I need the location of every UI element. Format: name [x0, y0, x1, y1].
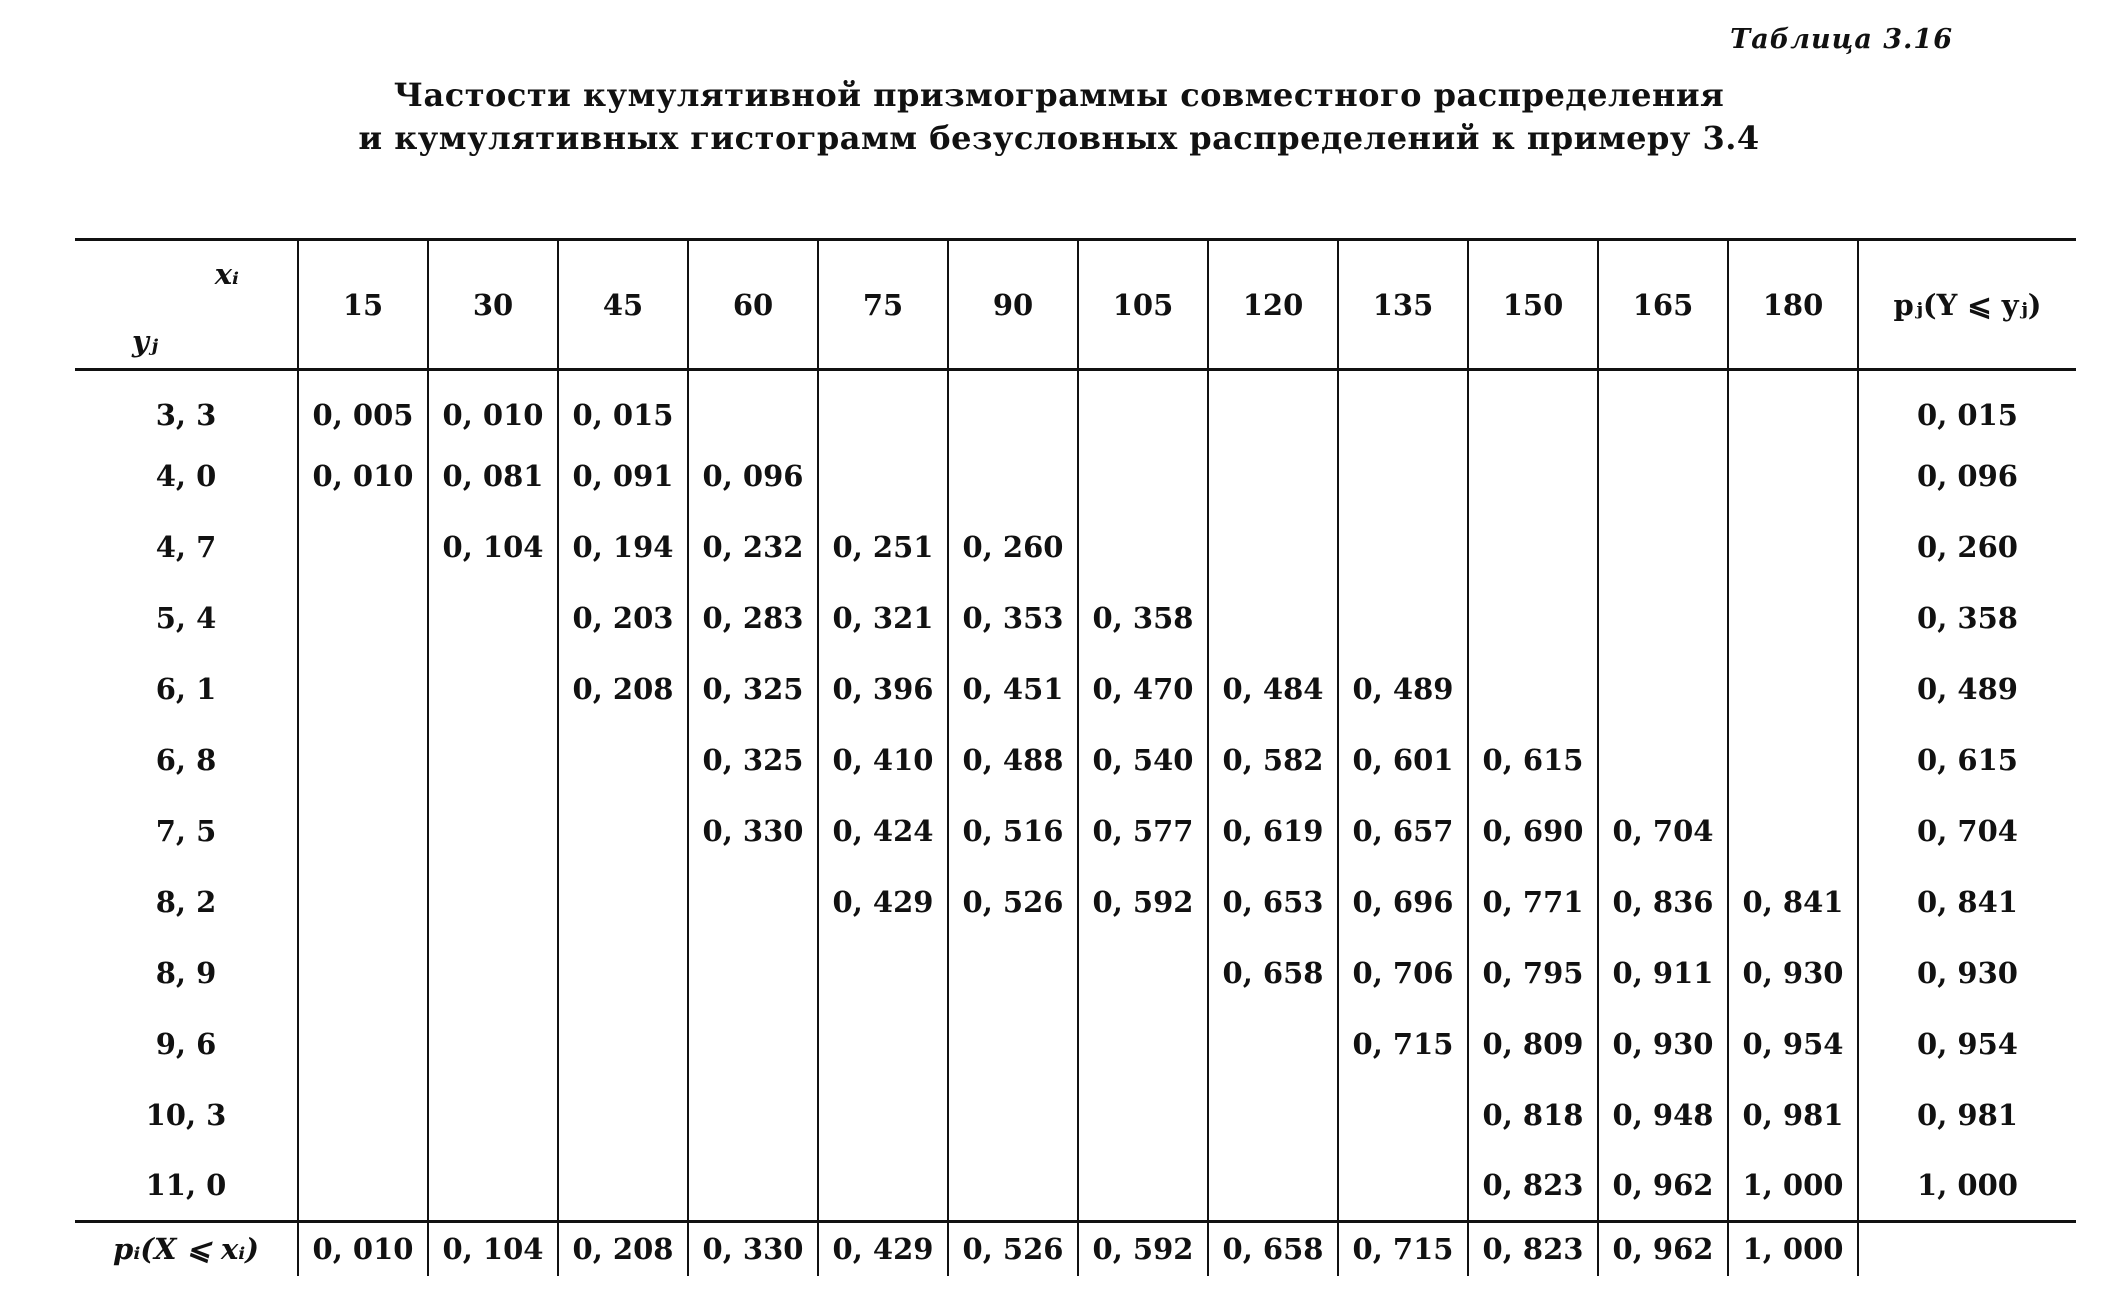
cumulative-frequency-table — [75, 238, 2076, 1276]
table-cell: 0, 577 — [1078, 796, 1208, 867]
table-cell: 0, 484 — [1208, 654, 1338, 725]
marginal-x-value: 0, 592 — [1078, 1222, 1208, 1276]
table-cell: 0, 203 — [558, 583, 688, 654]
marginal-y-value: 0, 489 — [1917, 672, 2018, 706]
column-header: 165 — [1598, 240, 1728, 370]
table-cell — [1208, 441, 1338, 512]
table-cell: 0, 704 — [1598, 796, 1728, 867]
table-cell — [1338, 370, 1468, 441]
marginal-x-value: 0, 010 — [298, 1222, 428, 1276]
table-cell — [948, 1080, 1078, 1151]
table-cell — [688, 938, 818, 1009]
table-cell: 0, 429 — [818, 867, 948, 938]
marginal-x-value: 0, 104 — [428, 1222, 558, 1276]
table-cell — [1468, 654, 1598, 725]
table-cell — [558, 867, 688, 938]
marginal-y-value: 0, 015 — [1917, 397, 2018, 432]
row-y-value: 3, 3 — [75, 370, 298, 441]
table-cell — [558, 1151, 688, 1222]
table-cell — [298, 1080, 428, 1151]
table-cell: 0, 619 — [1208, 796, 1338, 867]
table-cell: 0, 841 — [1728, 867, 1858, 938]
table-cell: 0, 615 — [1468, 725, 1598, 796]
table-cell — [948, 370, 1078, 441]
table-cell: 0, 330 — [688, 796, 818, 867]
x-axis-label: xᵢ — [214, 257, 239, 291]
table-row — [75, 725, 2076, 796]
table-cell — [558, 1080, 688, 1151]
table-cell — [1078, 512, 1208, 583]
table-cell: 0, 091 — [558, 441, 688, 512]
table-cell — [298, 583, 428, 654]
table-cell — [948, 441, 1078, 512]
row-y-value: 10, 3 — [75, 1080, 298, 1151]
table-row — [75, 867, 2076, 938]
column-header: 180 — [1728, 240, 1858, 370]
table-cell — [1078, 441, 1208, 512]
table-cell — [1468, 370, 1598, 441]
table-cell — [1598, 654, 1728, 725]
table-cell: 0, 771 — [1468, 867, 1598, 938]
table-cell: 0, 715 — [1338, 1009, 1468, 1080]
footer-empty-cell — [1858, 1222, 2076, 1276]
marginal-y-value: 0, 981 — [1917, 1098, 2018, 1132]
table-body — [75, 370, 2076, 1222]
table-cell: 0, 410 — [818, 725, 948, 796]
marginal-x-value: 0, 526 — [948, 1222, 1078, 1276]
table-cell — [1598, 512, 1728, 583]
table-cell: 1, 000 — [1728, 1151, 1858, 1222]
table-row — [75, 654, 2076, 725]
table-cell — [298, 725, 428, 796]
table-cell: 0, 516 — [948, 796, 1078, 867]
table-cell — [558, 1009, 688, 1080]
table-cell: 0, 930 — [1598, 1009, 1728, 1080]
table-cell — [428, 1080, 558, 1151]
table-cell — [688, 370, 818, 441]
table-row — [75, 441, 2076, 512]
table-cell — [1598, 370, 1728, 441]
row-y-value: 4, 0 — [75, 441, 298, 512]
table-cell — [688, 867, 818, 938]
table-cell — [428, 938, 558, 1009]
table-cell: 0, 981 — [1728, 1080, 1858, 1151]
y-axis-label: yⱼ — [132, 324, 158, 358]
table-cell — [558, 938, 688, 1009]
table-cell: 0, 696 — [1338, 867, 1468, 938]
table-cell: 0, 396 — [818, 654, 948, 725]
table-cell: 0, 325 — [688, 654, 818, 725]
marginal-y-value: 1, 000 — [1917, 1168, 2018, 1203]
column-header: 45 — [558, 240, 688, 370]
table-cell — [428, 1009, 558, 1080]
column-header: 90 — [948, 240, 1078, 370]
table-cell — [1338, 512, 1468, 583]
table-cell — [1728, 583, 1858, 654]
table-cell — [688, 1009, 818, 1080]
table-cell — [1598, 583, 1728, 654]
marginal-x-value: 0, 715 — [1338, 1222, 1468, 1276]
marginal-y-value: 0, 841 — [1917, 885, 2018, 919]
table-cell: 0, 911 — [1598, 938, 1728, 1009]
table-row — [75, 796, 2076, 867]
row-y-value: 6, 1 — [75, 654, 298, 725]
table-cell: 0, 451 — [948, 654, 1078, 725]
marginal-y-value: 0, 260 — [1917, 530, 2018, 564]
table-cell — [1208, 512, 1338, 583]
table-cell: 0, 194 — [558, 512, 688, 583]
table-cell — [298, 796, 428, 867]
table-cell — [818, 1009, 948, 1080]
header-corner — [75, 240, 298, 370]
row-y-value: 8, 9 — [75, 938, 298, 1009]
table-cell — [1078, 370, 1208, 441]
table-cell: 0, 488 — [948, 725, 1078, 796]
marginal-x-value: 0, 330 — [688, 1222, 818, 1276]
table-cell: 0, 424 — [818, 796, 948, 867]
table-cell — [1598, 441, 1728, 512]
table-cell — [688, 1080, 818, 1151]
table-cell: 0, 096 — [688, 441, 818, 512]
table-cell: 0, 260 — [948, 512, 1078, 583]
table-cell — [1468, 441, 1598, 512]
marginal-y-value: 0, 615 — [1917, 743, 2018, 777]
table-cell: 0, 954 — [1728, 1009, 1858, 1080]
table-cell — [428, 583, 558, 654]
table-cell — [558, 796, 688, 867]
table-cell — [1728, 370, 1858, 441]
table-cell — [1078, 1009, 1208, 1080]
table-cell — [298, 938, 428, 1009]
table-cell — [1338, 441, 1468, 512]
column-header: 15 — [298, 240, 428, 370]
table-cell: 0, 104 — [428, 512, 558, 583]
table-cell: 0, 358 — [1078, 583, 1208, 654]
marginal-x-value: 0, 823 — [1468, 1222, 1598, 1276]
table-cell — [558, 725, 688, 796]
table-cell: 0, 010 — [428, 370, 558, 441]
table-cell: 0, 489 — [1338, 654, 1468, 725]
table-cell — [1078, 1080, 1208, 1151]
column-header: 135 — [1338, 240, 1468, 370]
marginal-y-value: 0, 930 — [1917, 956, 2018, 990]
row-y-value: 6, 8 — [75, 725, 298, 796]
table-cell: 0, 690 — [1468, 796, 1598, 867]
table-cell: 0, 809 — [1468, 1009, 1598, 1080]
table-cell — [1338, 1151, 1468, 1222]
table-cell — [1208, 1151, 1338, 1222]
table-cell — [1078, 938, 1208, 1009]
table-cell — [298, 654, 428, 725]
table-cell — [1728, 512, 1858, 583]
table-cell: 0, 962 — [1598, 1151, 1728, 1222]
title-line-1: Частости кумулятивной призмограммы совместного распределения — [393, 76, 1725, 114]
row-y-value: 9, 6 — [75, 1009, 298, 1080]
table-cell: 0, 015 — [558, 370, 688, 441]
table-row — [75, 1009, 2076, 1080]
table-cell: 0, 948 — [1598, 1080, 1728, 1151]
table-cell: 0, 325 — [688, 725, 818, 796]
table-row — [75, 938, 2076, 1009]
table-cell — [298, 867, 428, 938]
marginal-x-value: 0, 429 — [818, 1222, 948, 1276]
row-y-value: 4, 7 — [75, 512, 298, 583]
table-cell — [1468, 512, 1598, 583]
table-title — [0, 74, 2118, 160]
marginal-x-value: 0, 658 — [1208, 1222, 1338, 1276]
table-cell — [1208, 1080, 1338, 1151]
column-header: 120 — [1208, 240, 1338, 370]
table-cell — [818, 370, 948, 441]
table-cell — [948, 1009, 1078, 1080]
table-cell — [428, 654, 558, 725]
table-cell — [1078, 1151, 1208, 1222]
row-y-value: 11, 0 — [75, 1151, 298, 1222]
row-y-value: 5, 4 — [75, 583, 298, 654]
table-cell: 0, 706 — [1338, 938, 1468, 1009]
table-cell: 0, 592 — [1078, 867, 1208, 938]
table-cell — [818, 1080, 948, 1151]
table-cell: 0, 526 — [948, 867, 1078, 938]
table-cell — [428, 725, 558, 796]
header-row — [75, 240, 2076, 370]
row-y-value: 8, 2 — [75, 867, 298, 938]
table-cell — [1728, 725, 1858, 796]
table-row — [75, 370, 2076, 441]
table-cell — [428, 1151, 558, 1222]
table-cell — [1468, 583, 1598, 654]
table-cell: 0, 540 — [1078, 725, 1208, 796]
marginal-y-value: 0, 358 — [1917, 601, 2018, 635]
table-cell — [298, 512, 428, 583]
table-cell: 0, 232 — [688, 512, 818, 583]
table-cell — [1728, 796, 1858, 867]
table-cell: 0, 081 — [428, 441, 558, 512]
table-cell: 0, 470 — [1078, 654, 1208, 725]
table-cell: 0, 836 — [1598, 867, 1728, 938]
table-row — [75, 512, 2076, 583]
column-header: 75 — [818, 240, 948, 370]
footer-label: pᵢ(X ⩽ xᵢ) — [75, 1222, 298, 1276]
marginal-y-value: 0, 954 — [1917, 1027, 2018, 1061]
table-cell: 0, 005 — [298, 370, 428, 441]
table-cell: 0, 657 — [1338, 796, 1468, 867]
table-number: Таблица 3.16 — [1730, 24, 1953, 55]
table-cell: 0, 658 — [1208, 938, 1338, 1009]
marginal-x-value: 0, 962 — [1598, 1222, 1728, 1276]
table-cell: 0, 208 — [558, 654, 688, 725]
table-cell — [1728, 441, 1858, 512]
table-cell: 0, 251 — [818, 512, 948, 583]
table-cell — [1728, 654, 1858, 725]
table-cell: 0, 010 — [298, 441, 428, 512]
table-cell — [428, 796, 558, 867]
table-row — [75, 1151, 2076, 1222]
row-y-value: 7, 5 — [75, 796, 298, 867]
table-row — [75, 583, 2076, 654]
table-cell — [1598, 725, 1728, 796]
table-cell: 0, 601 — [1338, 725, 1468, 796]
marginal-y-header: pⱼ(Y ⩽ yⱼ) — [1858, 240, 2076, 370]
table-cell: 0, 818 — [1468, 1080, 1598, 1151]
table-cell — [298, 1151, 428, 1222]
column-header: 60 — [688, 240, 818, 370]
table-cell: 0, 653 — [1208, 867, 1338, 938]
table-cell: 0, 795 — [1468, 938, 1598, 1009]
column-header: 105 — [1078, 240, 1208, 370]
table-cell: 0, 823 — [1468, 1151, 1598, 1222]
footer-row — [75, 1222, 2076, 1276]
table-cell — [1208, 370, 1338, 441]
table-cell — [428, 867, 558, 938]
title-line-2: и кумулятивных гистограмм безусловных распределений к примеру 3.4 — [358, 119, 1760, 157]
table-row — [75, 1080, 2076, 1151]
table-cell — [1208, 583, 1338, 654]
table-cell: 0, 582 — [1208, 725, 1338, 796]
table-cell — [688, 1151, 818, 1222]
table-cell — [948, 938, 1078, 1009]
table-cell: 0, 353 — [948, 583, 1078, 654]
column-header: 150 — [1468, 240, 1598, 370]
table-cell — [818, 1151, 948, 1222]
marginal-y-value: 0, 704 — [1917, 814, 2018, 848]
table-cell — [298, 1009, 428, 1080]
marginal-x-value: 0, 208 — [558, 1222, 688, 1276]
marginal-x-value: 1, 000 — [1728, 1222, 1858, 1276]
marginal-y-value: 0, 096 — [1917, 459, 2018, 493]
table-cell: 0, 283 — [688, 583, 818, 654]
table-cell — [1338, 1080, 1468, 1151]
table-cell — [1208, 1009, 1338, 1080]
table-cell — [948, 1151, 1078, 1222]
table-cell — [1338, 583, 1468, 654]
table-cell: 0, 930 — [1728, 938, 1858, 1009]
table-cell: 0, 321 — [818, 583, 948, 654]
table-cell — [818, 938, 948, 1009]
table-cell — [818, 441, 948, 512]
column-header: 30 — [428, 240, 558, 370]
